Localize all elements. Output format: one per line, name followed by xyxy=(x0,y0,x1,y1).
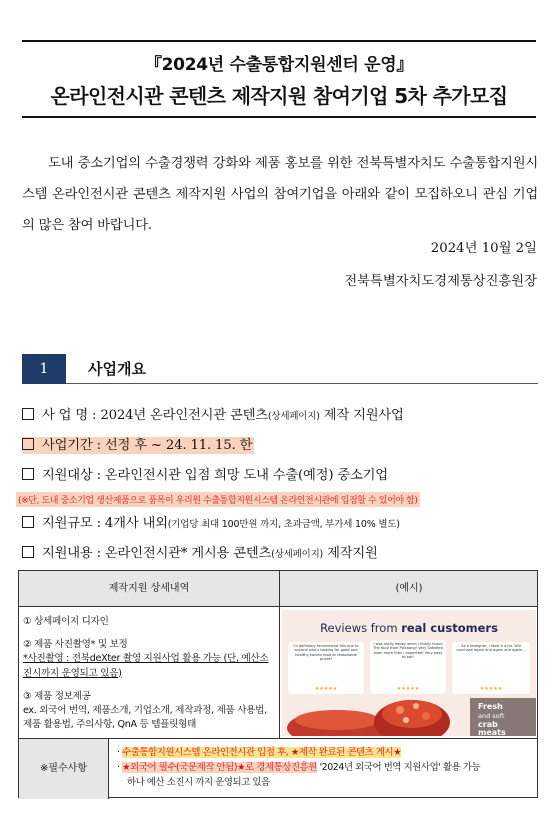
intro-text: 도내 중소기업의 수출경쟁력 강화와 제품 홍보를 위한 전북특별자치도 수출통합지원시스템 온라인전시관 콘텐츠 제작지원 사업의 참여기업을 아래와 같이 모집하오니 관심 기업의 많은 참여 바랍니다. xyxy=(22,156,538,233)
item-support-scale: 지원규모 : 4개사 내외(기업당 최대 100만원 까지, 초과금액, 부가세 10% 별도) xyxy=(22,512,400,531)
support-details-table xyxy=(18,570,538,798)
required-item-1: · 수출통합지원시스템 온라인전시관 입점 후, ★제작 완료된 콘텐츠 게시★ xyxy=(117,747,402,758)
svg-text:meats: meats xyxy=(478,728,506,736)
detail-design: ① 상세페이지 디자인 xyxy=(23,616,109,627)
eligibility-note: (※단, 도내 중소기업 생산제품으로 품목이 우리원 수출통합지원시스템 온라인전시관에 입점할 수 있어야 함) xyxy=(16,492,420,507)
title-line1: 『2024년 수출통합지원센터 운영』 xyxy=(144,55,414,75)
checkbox-icon xyxy=(22,408,34,420)
item-project-period: 사업기간 : 선정 후 ~ 24. 11. 15. 한 xyxy=(22,434,254,453)
required-row xyxy=(19,738,537,799)
svg-text:Reviews from real customers xyxy=(320,621,498,635)
col-header-example: (예시) xyxy=(395,583,423,594)
checkbox-icon xyxy=(22,468,34,480)
section-header xyxy=(22,354,538,386)
detail-photo: ② 제품 사진촬영* 및 보정 xyxy=(23,639,128,651)
svg-text:crab: crab xyxy=(478,720,498,729)
section-number: 1 xyxy=(22,354,66,384)
detail-photo-note: *사진촬영 : 전북deXter 촬영 지원사업 활용 가능 (단, 예산소진시까지 운영되고 있음) xyxy=(23,653,269,679)
review-card-3: As a foreigner, I liked it a lot. Will purchase again and again and again... ★★★★★ xyxy=(452,642,530,694)
title-box xyxy=(22,40,536,118)
item-support-content: 지원내용 : 온라인전시관* 게시용 콘텐츠(상세페이지) 제작지원 xyxy=(22,542,378,561)
announcement-date: 2024년 10월 2일 xyxy=(430,241,537,256)
col-header-details: 제작지원 상세내역 xyxy=(108,583,190,594)
item-eligibility: 지원대상 : 온라인전시관 입점 희망 도내 수출(예정) 중소기업 xyxy=(22,464,388,483)
required-label: ※필수사항 xyxy=(19,739,109,799)
section-title: 사업개요 xyxy=(88,360,146,378)
detail-info-examples: ex. 외국어 번역, 제품소개, 기업소개, 제작과정, 제품 사용법, 제품 활용법, 주의사항, QnA 등 템플릿형태 xyxy=(23,705,267,731)
svg-text:★★★★★: ★★★★★ xyxy=(479,686,503,692)
required-content xyxy=(117,745,535,790)
checkbox-icon xyxy=(22,438,34,450)
caption-panel xyxy=(470,698,536,736)
required-item-2: · ★외국어 필수(국문제작 안됨)★로 경제통상진흥원 '2024년 외국어 번역 지원사업' 활용 가능 xyxy=(117,762,481,773)
table-header-row xyxy=(19,571,537,607)
details-cell xyxy=(23,615,275,741)
svg-text:★★★★★: ★★★★★ xyxy=(396,686,420,692)
issuer-org: 전북특별자치도경제통상진흥원장 xyxy=(344,274,537,289)
checkbox-icon xyxy=(22,516,34,528)
svg-text:and soft: and soft xyxy=(478,712,505,720)
intro-paragraph xyxy=(22,148,538,241)
banner-text-b: real customers xyxy=(401,621,498,635)
review-card-1: I'd definitely recommend this one to anyone who's looking for good and healthy korean food at reasonable prices! ★★★★★ xyxy=(288,642,364,694)
column-divider xyxy=(279,571,280,738)
section-divider xyxy=(66,383,538,384)
item-project-name: 사 업 명 : 2024년 온라인전시관 콘텐츠(상세페이지) 제작 지원사업 xyxy=(22,404,404,423)
svg-text:★★★★★: ★★★★★ xyxy=(314,686,338,692)
review-card-2: I was really happy when I finally found The food from Pickbang! Very Satisfied even more than I expected! Very easy to eat! ★★★★★ xyxy=(370,640,446,694)
svg-text:Fresh: Fresh xyxy=(478,702,503,711)
detail-info: ③ 제품 정보제공 xyxy=(23,690,91,702)
example-product-illustration xyxy=(282,610,536,736)
example-image xyxy=(282,610,536,736)
banner-text-a: Reviews from xyxy=(320,621,402,635)
title-line2: 온라인전시관 콘텐츠 제작지원 참여기업 5차 추가모집 xyxy=(50,84,508,108)
required-item-2-cont: 하나 예산 소진시 까지 운영되고 있음 xyxy=(127,777,270,788)
checkbox-icon xyxy=(22,546,34,558)
